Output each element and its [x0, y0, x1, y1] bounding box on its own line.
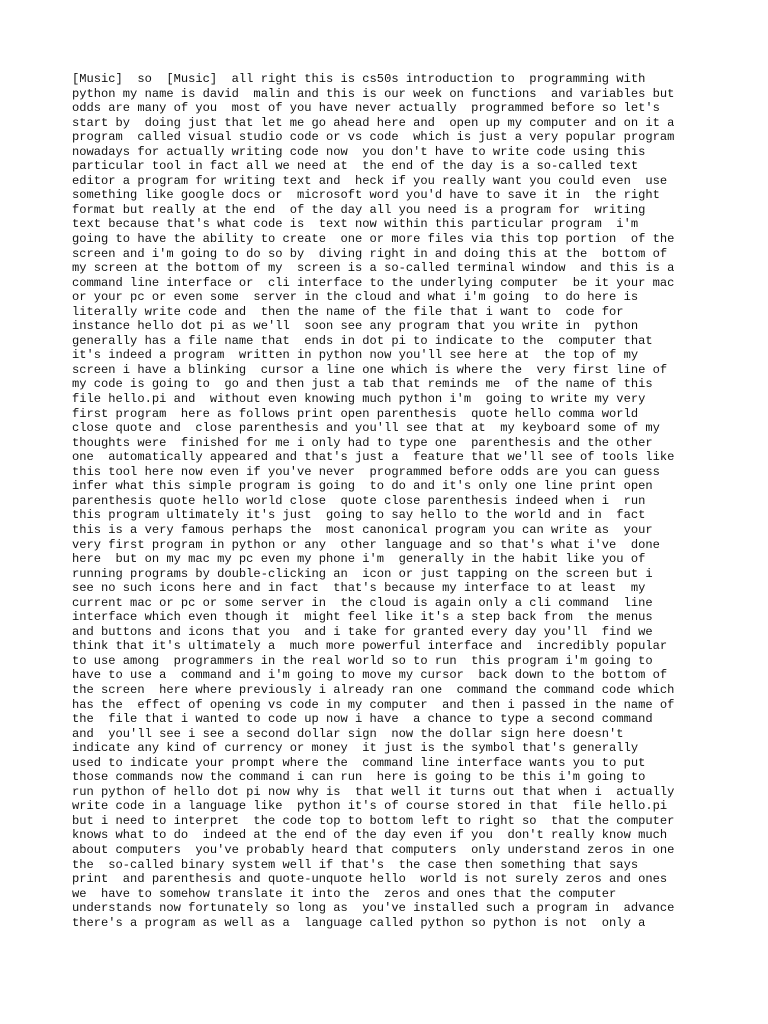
transcript-line: indicate any kind of currency or money it just is the symbol that's generally [72, 741, 639, 756]
transcript-line: first program here as follows print open parenthesis quote hello comma world [72, 406, 639, 421]
transcript-line: start by doing just that let me go ahead here and open up my computer and on it a [72, 115, 675, 130]
transcript-line: or your pc or even some server in the cloud and what i'm going to do here is [72, 290, 639, 305]
transcript-line: print and parenthesis and quote-unquote hello world is not surely zeros and ones [72, 872, 668, 887]
transcript-line: the screen here where previously i already ran one command the command code which [72, 682, 675, 697]
transcript-line: this tool here now even if you've never programmed before odds are you can guess [72, 464, 660, 479]
transcript-line: my code is going to go and then just a tab that reminds me of the name of this [72, 377, 653, 392]
transcript-line: text because that's what code is text now within this particular program i'm [72, 217, 639, 232]
transcript-line: going to have the ability to create one or more files via this top portion of the [72, 232, 675, 247]
transcript-line: command line interface or cli interface to the underlying computer be it your mac [72, 275, 675, 290]
transcript-line: one automatically appeared and that's just a feature that we'll see of tools like [72, 450, 675, 465]
transcript-line: we have to somehow translate it into the zeros and ones that the computer [72, 886, 617, 901]
transcript-line: program called visual studio code or vs code which is just a very popular program [72, 130, 675, 145]
transcript-line: interface which even though it might feel like it's a step back from the menus [72, 610, 653, 625]
transcript-line: the file that i wanted to code up now i have a chance to type a second command [72, 712, 653, 727]
transcript-line: close quote and close parenthesis and you'll see that at my keyboard some of my [72, 421, 660, 436]
transcript-line: my screen at the bottom of my screen is a so-called terminal window and this is a [72, 261, 675, 276]
transcript-line: odds are many of you most of you have never actually programmed before so let's [72, 101, 660, 116]
transcript-line: editor a program for writing text and heck if you really want you could even use [72, 173, 668, 188]
transcript-line: literally write code and then the name of the file that i want to code for [72, 304, 624, 319]
transcript-line: python my name is david malin and this is our week on functions and variables but [72, 86, 675, 101]
transcript-line: running programs by double-clicking an icon or just tapping on the screen but i [72, 566, 653, 581]
transcript-line: the so-called binary system well if that's the case then something that says [72, 857, 639, 872]
transcript-line: used to indicate your prompt where the command line interface wants you to put [72, 755, 646, 770]
transcript-text [72, 72, 732, 930]
transcript-line: to use among programmers in the real world so to run this program i'm going to [72, 653, 653, 668]
transcript-line: but i need to interpret the code top to bottom left to right so that the computer [72, 813, 675, 828]
transcript-line: and you'll see i see a second dollar sign now the dollar sign here doesn't [72, 726, 624, 741]
transcript-line: generally has a file name that ends in dot pi to indicate to the computer that [72, 333, 653, 348]
transcript-line: it's indeed a program written in python now you'll see here at the top of my [72, 348, 639, 363]
transcript-line: and buttons and icons that you and i take for granted every day you'll find we [72, 624, 653, 639]
transcript-line: write code in a language like python it's of course stored in that file hello.pi [72, 799, 668, 814]
transcript-line: particular tool in fact all we need at the end of the day is a so-called text [72, 159, 639, 174]
transcript-line: thoughts were finished for me i only had to type one parenthesis and the other [72, 435, 653, 450]
transcript-line: those commands now the command i can run here is going to be this i'm going to [72, 770, 646, 785]
transcript-line: this is a very famous perhaps the most canonical program you can write as your [72, 522, 653, 537]
transcript-line: think that it's ultimately a much more powerful interface and incredibly popular [72, 639, 668, 654]
transcript-line: have to use a command and i'm going to move my cursor back down to the bottom of [72, 668, 668, 683]
transcript-line: see no such icons here and in fact that's because my interface to at least my [72, 581, 646, 596]
transcript-line: file hello.pi and without even knowing much python i'm going to write my very [72, 392, 646, 407]
transcript-line: there's a program as well as a language called python so python is not only a [72, 915, 646, 930]
transcript-line: [Music] so [Music] all right this is cs50s introduction to programming with [72, 72, 646, 86]
transcript-line: parenthesis quote hello world close quote close parenthesis indeed when i run [72, 493, 646, 508]
transcript-line: instance hello dot pi as we'll soon see any program that you write in python [72, 319, 639, 334]
transcript-line: understands now fortunately so long as you've installed such a program in advance [72, 901, 675, 916]
transcript-line: this program ultimately it's just going to say hello to the world and in fact [72, 508, 646, 523]
transcript-line: knows what to do indeed at the end of the day even if you don't really know much [72, 828, 668, 843]
transcript-line: run python of hello dot pi now why is that well it turns out that when i actually [72, 784, 675, 799]
transcript-line: current mac or pc or some server in the cloud is again only a cli command line [72, 595, 653, 610]
transcript-line: screen i have a blinking cursor a line one which is where the very first line of [72, 362, 668, 377]
transcript-line: very first program in python or any other language and so that's what i've done [72, 537, 660, 552]
transcript-line: format but really at the end of the day all you need is a program for writing [72, 202, 646, 217]
transcript-line: about computers you've probably heard that computers only understand zeros in one [72, 842, 675, 857]
transcript-line: nowadays for actually writing code now you don't have to write code using this [72, 144, 646, 159]
transcript-line: infer what this simple program is going to do and it's only one line print open [72, 479, 653, 494]
transcript-line: has the effect of opening vs code in my computer and then i passed in the name of [72, 697, 675, 712]
transcript-line: screen and i'm going to do so by diving right in and doing this at the bottom of [72, 246, 668, 261]
transcript-line: here but on my mac my pc even my phone i'm generally in the habit like you of [72, 552, 646, 567]
transcript-line: something like google docs or microsoft word you'd have to save it in the right [72, 188, 660, 203]
